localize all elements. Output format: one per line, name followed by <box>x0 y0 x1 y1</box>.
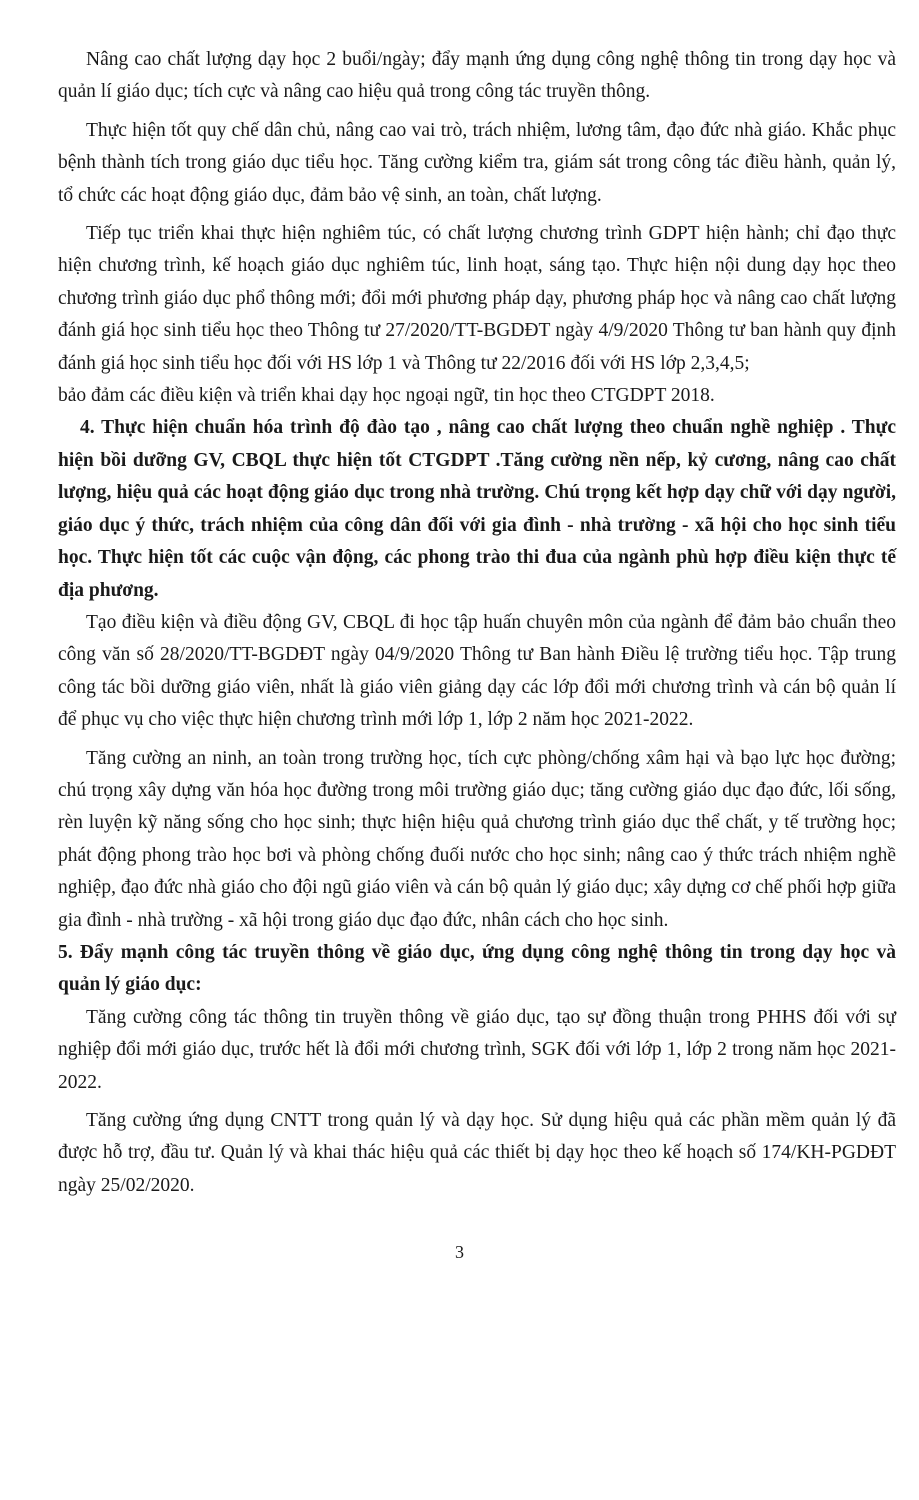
section-heading-5: 5. Đẩy mạnh công tác truyền thông về giáo dục, ứng dụng công nghệ thông tin trong dạy học và quản lý giáo dục: <box>58 941 896 996</box>
paragraph-school-safety: Tăng cường an ninh, an toàn trong trường học, tích cực phòng/chống xâm hại và bạo lực học đường; chú trọng xây dựng văn hóa học đường trong môi trường giáo dục; tăng cường giáo dục đạo đức, lối sống, rèn luyện kỹ năng sống cho học sinh; thực hiện hiệu quả chương trình giáo dục thể chất, y tế trường học; phát động phong trào học bơi và phòng chống đuối nước cho học sinh; nâng cao ý thức trách nhiệm nghề nghiệp, đạo đức nhà giáo cho đội ngũ giáo viên và cán bộ quản lý giáo dục; xây dựng cơ chế phối hợp giữa gia đình - nhà trường - xã hội trong giáo dục đạo đức, nhân cách cho học sinh. <box>58 747 896 931</box>
paragraph-curriculum-implementation: Tiếp tục triển khai thực hiện nghiêm túc, có chất lượng chương trình GDPT hiện hành; chỉ đạo thực hiện chương trình, kế hoạch giáo dục nghiêm túc, linh hoạt, sáng tạo. Thực hiện nội dung dạy học theo chương trình giáo dục phổ thông mới; đổi mới phương pháp dạy, phương pháp học và nâng cao chất lượng đánh giá học sinh tiểu học theo Thông tư 27/2020/TT-BGDĐT ngày 4/9/2020 Thông tư ban hành quy định đánh giá học sinh tiểu học đối với HS lớp 1 và Thông tư 22/2016 đối với HS lớp 2,3,4,5; <box>58 223 896 374</box>
paragraph-communication: Tăng cường công tác thông tin truyền thông về giáo dục, tạo sự đồng thuận trong PHHS đối với sự nghiệp đổi mới giáo dục, trước hết là đổi mới chương trình, SGK đối với lớp 1, lớp 2 trong năm học 2021-2022. <box>58 1006 896 1093</box>
paragraph-it-application: Tăng cường ứng dụng CNTT trong quản lý và dạy học. Sử dụng hiệu quả các phần mềm quản lý đã được hỗ trợ, đầu tư. Quản lý và khai thác hiệu quả các thiết bị dạy học theo kế hoạch số 174/KH-PGDĐT ngày 25/02/2020. <box>58 1110 896 1196</box>
paragraph-teaching-quality: Nâng cao chất lượng dạy học 2 buổi/ngày; đẩy mạnh ứng dụng công nghệ thông tin trong dạy học và quản lí giáo dục; tích cực và nâng cao hiệu quả trong công tác truyền thông. <box>58 49 896 103</box>
paragraph-teacher-training: Tạo điều kiện và điều động GV, CBQL đi học tập huấn chuyên môn của ngành để đảm bảo chuẩn theo công văn số 28/2020/TT-BGDĐT ngày 04/9/2020 Thông tư Ban hành Điều lệ trường tiểu học. Tập trung công tác bồi dưỡng giáo viên, nhất là giáo viên giảng dạy các lớp đổi mới chương trình và cán bộ quản lí để phục vụ cho việc thực hiện chương trình mới lớp 1, lớp 2 năm học 2021-2022. <box>58 611 896 731</box>
page-number: 3 <box>455 1242 464 1262</box>
paragraph-foreign-language-it: bảo đảm các điều kiện và triển khai dạy học ngoại ngữ, tin học theo CTGDPT 2018. <box>58 385 715 407</box>
paragraph-democracy-regulation: Thực hiện tốt quy chế dân chủ, nâng cao vai trò, trách nhiệm, lương tâm, đạo đức nhà giáo. Khắc phục bệnh thành tích trong giáo dục tiểu học. Tăng cường kiểm tra, giám sát trong công tác điều hành, quản lý, tổ chức các hoạt động giáo dục, đảm bảo vệ sinh, an toàn, chất lượng. <box>58 119 896 206</box>
page-body <box>58 44 896 1202</box>
section-heading-4: 4. Thực hiện chuẩn hóa trình độ đào tạo , nâng cao chất lượng theo chuẩn nghề nghiệp . Thực hiện bồi dưỡng GV, CBQL thực hiện tốt CTGDPT .Tăng cường nền nếp, kỷ cương, nâng cao chất lượng, hiệu quả các hoạt động giáo dục trong nhà trường. Chú trọng kết hợp dạy chữ với dạy người, giáo dục ý thức, trách nhiệm của công dân đối với gia đình - nhà trường - xã hội cho học sinh tiểu học. Thực hiện tốt các cuộc vận động, các phong trào thi đua của ngành phù hợp điều kiện thực tế địa phương. <box>58 417 896 601</box>
